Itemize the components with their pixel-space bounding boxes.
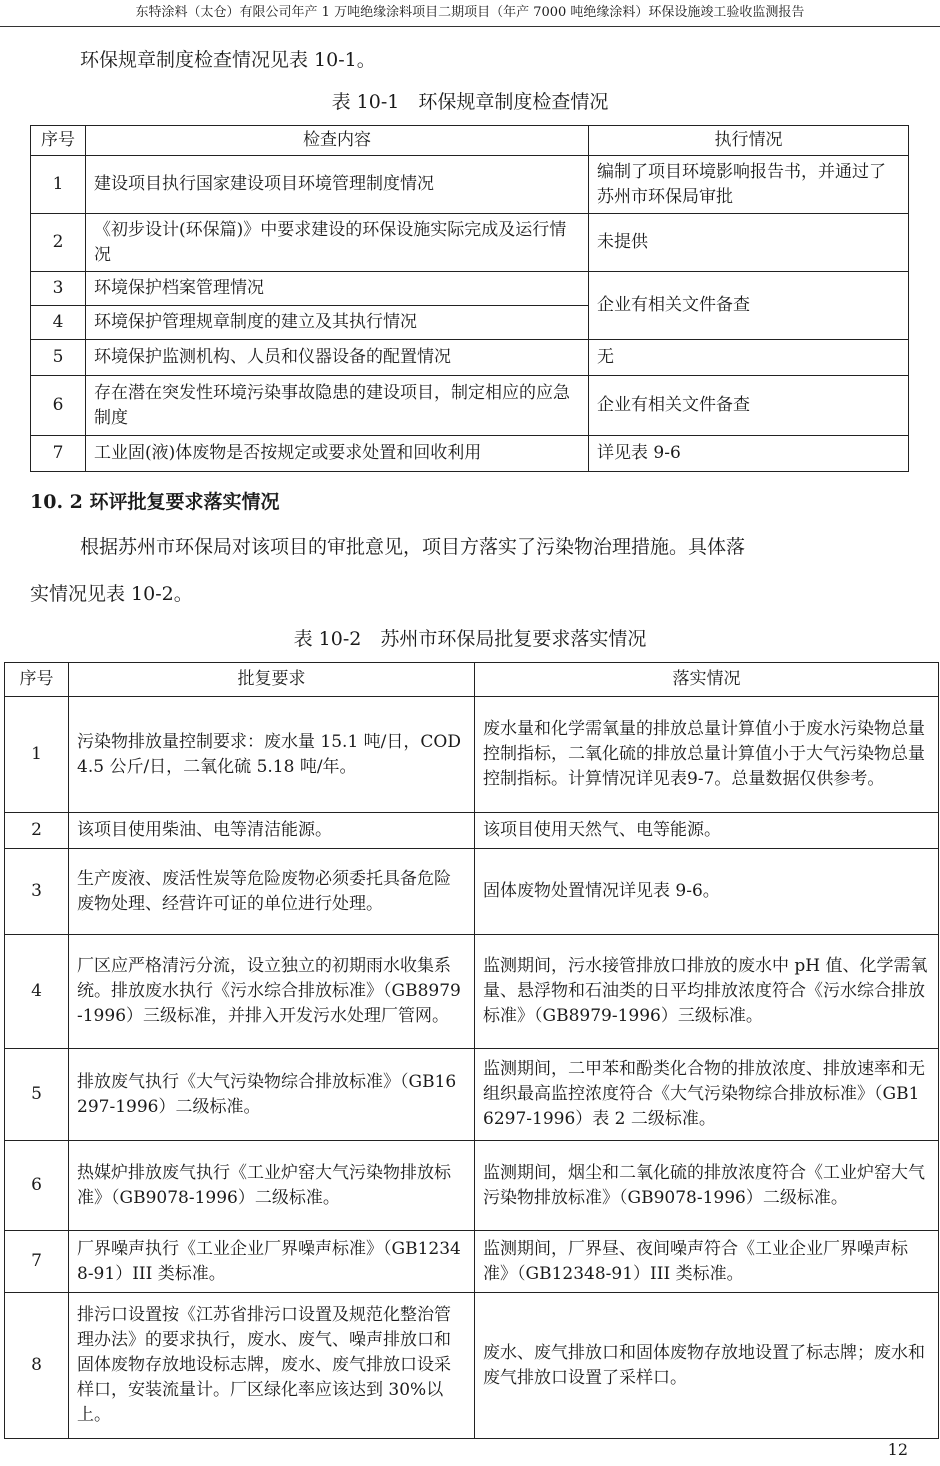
- table2: [4, 662, 939, 1439]
- row-status: 无: [589, 340, 909, 376]
- row-content: 《初步设计(环保篇)》中要求建设的环保设施实际完成及运行情况: [86, 214, 589, 272]
- row-implementation: 监测期间，烟尘和二氧化硫的排放浓度符合《工业炉窑大气污染物排放标准》（GB9078-1996）二级标准。: [475, 1141, 939, 1231]
- row-implementation: 废水量和化学需氧量的排放总量计算值小于废水污染物总量控制指标，二氧化硫的排放总量计算值小于大气污染物总量控制指标。计算情况详见表9-7。总量数据仅供参考。: [475, 697, 939, 813]
- table-header-row: [5, 663, 939, 697]
- table-row: [31, 436, 909, 472]
- section-paragraph-line2: 实情况见表 10-2。: [30, 583, 193, 605]
- table-row: [31, 272, 909, 306]
- page-header: [0, 0, 940, 27]
- table-row: [5, 849, 939, 935]
- row-requirement: 热媒炉排放废气执行《工业炉窑大气污染物排放标准》（GB9078-1996）二级标准。: [69, 1141, 475, 1231]
- row-no: 1: [5, 697, 69, 813]
- row-no: 5: [31, 340, 86, 376]
- row-implementation: 固体废物处置情况详见表 9-6。: [475, 849, 939, 935]
- row-requirement: 排放废气执行《大气污染物综合排放标准》（GB16297-1996）二级标准。: [69, 1049, 475, 1141]
- row-content: 存在潜在突发性环境污染事故隐患的建设项目，制定相应的应急制度: [86, 376, 589, 436]
- row-no: 6: [5, 1141, 69, 1231]
- row-requirement: 生产废液、废活性炭等危险废物必须委托具备危险废物处理、经营许可证的单位进行处理。: [69, 849, 475, 935]
- table-row: [5, 1049, 939, 1141]
- row-no: 2: [5, 813, 69, 849]
- row-no: 8: [5, 1293, 69, 1439]
- row-requirement: 排污口设置按《江苏省排污口设置及规范化整治管理办法》的要求执行，废水、废气、噪声排放口和固体废物存放地设标志牌，废水、废气排放口设采样口，安装流量计。厂区绿化率应该达到 30%以上。: [69, 1293, 475, 1439]
- row-content: 建设项目执行国家建设项目环境管理制度情况: [86, 156, 589, 214]
- table-row: [5, 935, 939, 1049]
- row-status: 未提供: [589, 214, 909, 272]
- table-row: [5, 697, 939, 813]
- row-implementation: 监测期间，二甲苯和酚类化合物的排放浓度、排放速率和无组织最高监控浓度符合《大气污染物综合排放标准》（GB16297-1996）表 2 二级标准。: [475, 1049, 939, 1141]
- row-content: 环境保护管理规章制度的建立及其执行情况: [86, 306, 589, 340]
- table-header-row: [31, 126, 909, 156]
- table-row: [5, 1231, 939, 1293]
- col-header-requirement: 批复要求: [69, 663, 475, 697]
- report-title: 东特涂料（太仓）有限公司年产 1 万吨绝缘涂料项目二期项目（年产 7000 吨绝缘涂料）环保设施竣工验收监测报告: [135, 5, 805, 20]
- row-requirement: 厂区应严格清污分流，设立独立的初期雨水收集系统。排放废水执行《污水综合排放标准》（GB8979-1996）三级标准，并排入开发污水处理厂管网。: [69, 935, 475, 1049]
- col-header-no: 序号: [31, 126, 86, 156]
- table-row: [31, 156, 909, 214]
- row-no: 5: [5, 1049, 69, 1141]
- section-heading: 10. 2 环评批复要求落实情况: [30, 491, 280, 513]
- row-status: 企业有相关文件备查: [589, 272, 909, 340]
- row-no: 6: [31, 376, 86, 436]
- table1: [30, 125, 909, 472]
- row-no: 2: [31, 214, 86, 272]
- row-requirement: 厂界噪声执行《工业企业厂界噪声标准》（GB12348-91）III 类标准。: [69, 1231, 475, 1293]
- col-header-content: 检查内容: [86, 126, 589, 156]
- row-status: 详见表 9-6: [589, 436, 909, 472]
- row-status: 企业有相关文件备查: [589, 376, 909, 436]
- row-no: 3: [5, 849, 69, 935]
- table-row: [31, 214, 909, 272]
- row-content: 环境保护档案管理情况: [86, 272, 589, 306]
- row-no: 4: [5, 935, 69, 1049]
- row-status: 编制了项目环境影响报告书，并通过了苏州市环保局审批: [589, 156, 909, 214]
- row-content: 工业固(液)体废物是否按规定或要求处置和回收利用: [86, 436, 589, 472]
- row-content: 环境保护监测机构、人员和仪器设备的配置情况: [86, 340, 589, 376]
- table-row: [5, 813, 939, 849]
- col-header-no: 序号: [5, 663, 69, 697]
- row-implementation: 废水、废气排放口和固体废物存放地设置了标志牌；废水和废气排放口设置了采样口。: [475, 1293, 939, 1439]
- row-no: 3: [31, 272, 86, 306]
- row-requirement: 污染物排放量控制要求：废水量 15.1 吨/日，COD4.5 公斤/日，二氧化硫 5.18 吨/年。: [69, 697, 475, 813]
- table-row: [31, 340, 909, 376]
- row-no: 4: [31, 306, 86, 340]
- col-header-status: 执行情况: [589, 126, 909, 156]
- col-header-implementation: 落实情况: [475, 663, 939, 697]
- page-number: 12: [887, 1440, 908, 1459]
- row-implementation: 该项目使用天然气、电等能源。: [475, 813, 939, 849]
- table-row: [5, 1293, 939, 1439]
- row-no: 7: [31, 436, 86, 472]
- row-no: 7: [5, 1231, 69, 1293]
- table2-caption: 表 10-2 苏州市环保局批复要求落实情况: [293, 628, 647, 650]
- row-requirement: 该项目使用柴油、电等清洁能源。: [69, 813, 475, 849]
- row-no: 1: [31, 156, 86, 214]
- table1-caption: 表 10-1 环保规章制度检查情况: [331, 91, 609, 113]
- section-paragraph-line1: 根据苏州市环保局对该项目的审批意见，项目方落实了污染物治理措施。具体落: [80, 536, 746, 558]
- row-implementation: 监测期间，污水接管排放口排放的废水中 pH 值、化学需氧量、悬浮物和石油类的日平均排放浓度符合《污水综合排放标准》（GB8979-1996）三级标准。: [475, 935, 939, 1049]
- table-row: [31, 376, 909, 436]
- row-implementation: 监测期间，厂界昼、夜间噪声符合《工业企业厂界噪声标准》（GB12348-91）III 类标准。: [475, 1231, 939, 1293]
- table-row: [5, 1141, 939, 1231]
- intro-paragraph: 环保规章制度检查情况见表 10-1。: [80, 49, 376, 71]
